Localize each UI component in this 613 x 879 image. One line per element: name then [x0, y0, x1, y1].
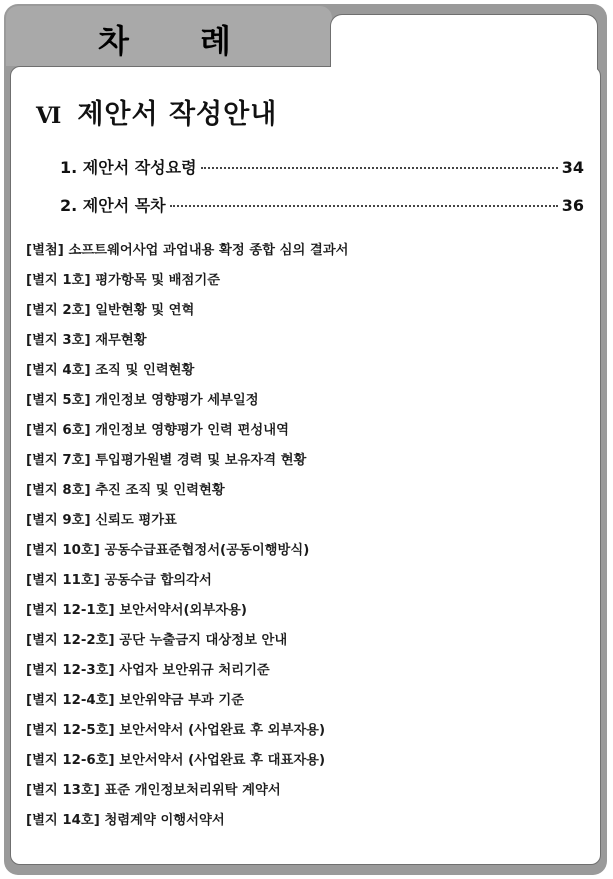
attachment-item[interactable]: [별지 5호] 개인정보 영향평가 세부일정 — [26, 393, 259, 408]
attachment-item[interactable]: [별지 13호] 표준 개인정보처리위탁 계약서 — [26, 783, 281, 798]
toc-page-number: 36 — [561, 196, 584, 215]
attachment-item[interactable]: [별지 12-2호] 공단 누출금지 대상정보 안내 — [26, 633, 288, 648]
attachment-item[interactable]: [별지 8호] 추진 조직 및 인력현황 — [26, 483, 225, 498]
header-tab — [6, 6, 332, 66]
attachment-list — [26, 242, 349, 842]
toc-entry-label: 2. 제안서 목차 — [60, 196, 166, 215]
attachment-item[interactable]: [별지 3호] 재무현황 — [26, 333, 147, 348]
panel-join — [331, 60, 597, 72]
toc-page-number: 34 — [561, 158, 584, 177]
toc-leader-dots — [201, 167, 558, 169]
attachment-item[interactable]: [별지 10호] 공동수급표준협정서(공동이행방식) — [26, 543, 310, 558]
toc-entry-label: 1. 제안서 작성요령 — [60, 158, 197, 177]
toc-entry[interactable] — [60, 193, 584, 216]
attachment-item[interactable]: [별지 12-5호] 보안서약서 (사업완료 후 외부자용) — [26, 723, 326, 738]
toc-leader-dots — [170, 205, 558, 207]
attachment-item[interactable]: [별지 12-3호] 사업자 보안위규 처리기준 — [26, 663, 270, 678]
attachment-item[interactable]: [별지 2호] 일반현황 및 연혁 — [26, 303, 195, 318]
attachment-item[interactable]: [별지 12-4호] 보안위약금 부과 기준 — [26, 693, 245, 708]
page-title: 차 례 — [98, 22, 261, 60]
section-number: Ⅵ — [36, 103, 62, 129]
attachment-item[interactable]: [별지 14호] 청렴계약 이행서약서 — [26, 813, 225, 828]
attachment-item[interactable]: [별지 12-6호] 보안서약서 (사업완료 후 대표자용) — [26, 753, 326, 768]
attachment-item[interactable]: [별지 6호] 개인정보 영향평가 인력 편성내역 — [26, 423, 289, 438]
section-title: 제안서 작성안내 — [77, 99, 278, 130]
toc-entry[interactable] — [60, 155, 584, 178]
attachment-item[interactable]: [별지 11호] 공동수급 합의각서 — [26, 573, 212, 588]
attachment-item[interactable]: [별지 4호] 조직 및 인력현황 — [26, 363, 195, 378]
attachment-item[interactable]: [별지 9호] 신뢰도 평가표 — [26, 513, 177, 528]
attachment-item[interactable]: [별지 7호] 투입평가원별 경력 및 보유자격 현황 — [26, 453, 307, 468]
attachment-item[interactable]: [별첨] 소프트웨어사업 과업내용 확정 종합 심의 결과서 — [26, 243, 349, 258]
attachment-item[interactable]: [별지 12-1호] 보안서약서(외부자용) — [26, 603, 247, 618]
attachment-item[interactable]: [별지 1호] 평가항목 및 배점기준 — [26, 273, 221, 288]
section-heading — [36, 92, 277, 131]
